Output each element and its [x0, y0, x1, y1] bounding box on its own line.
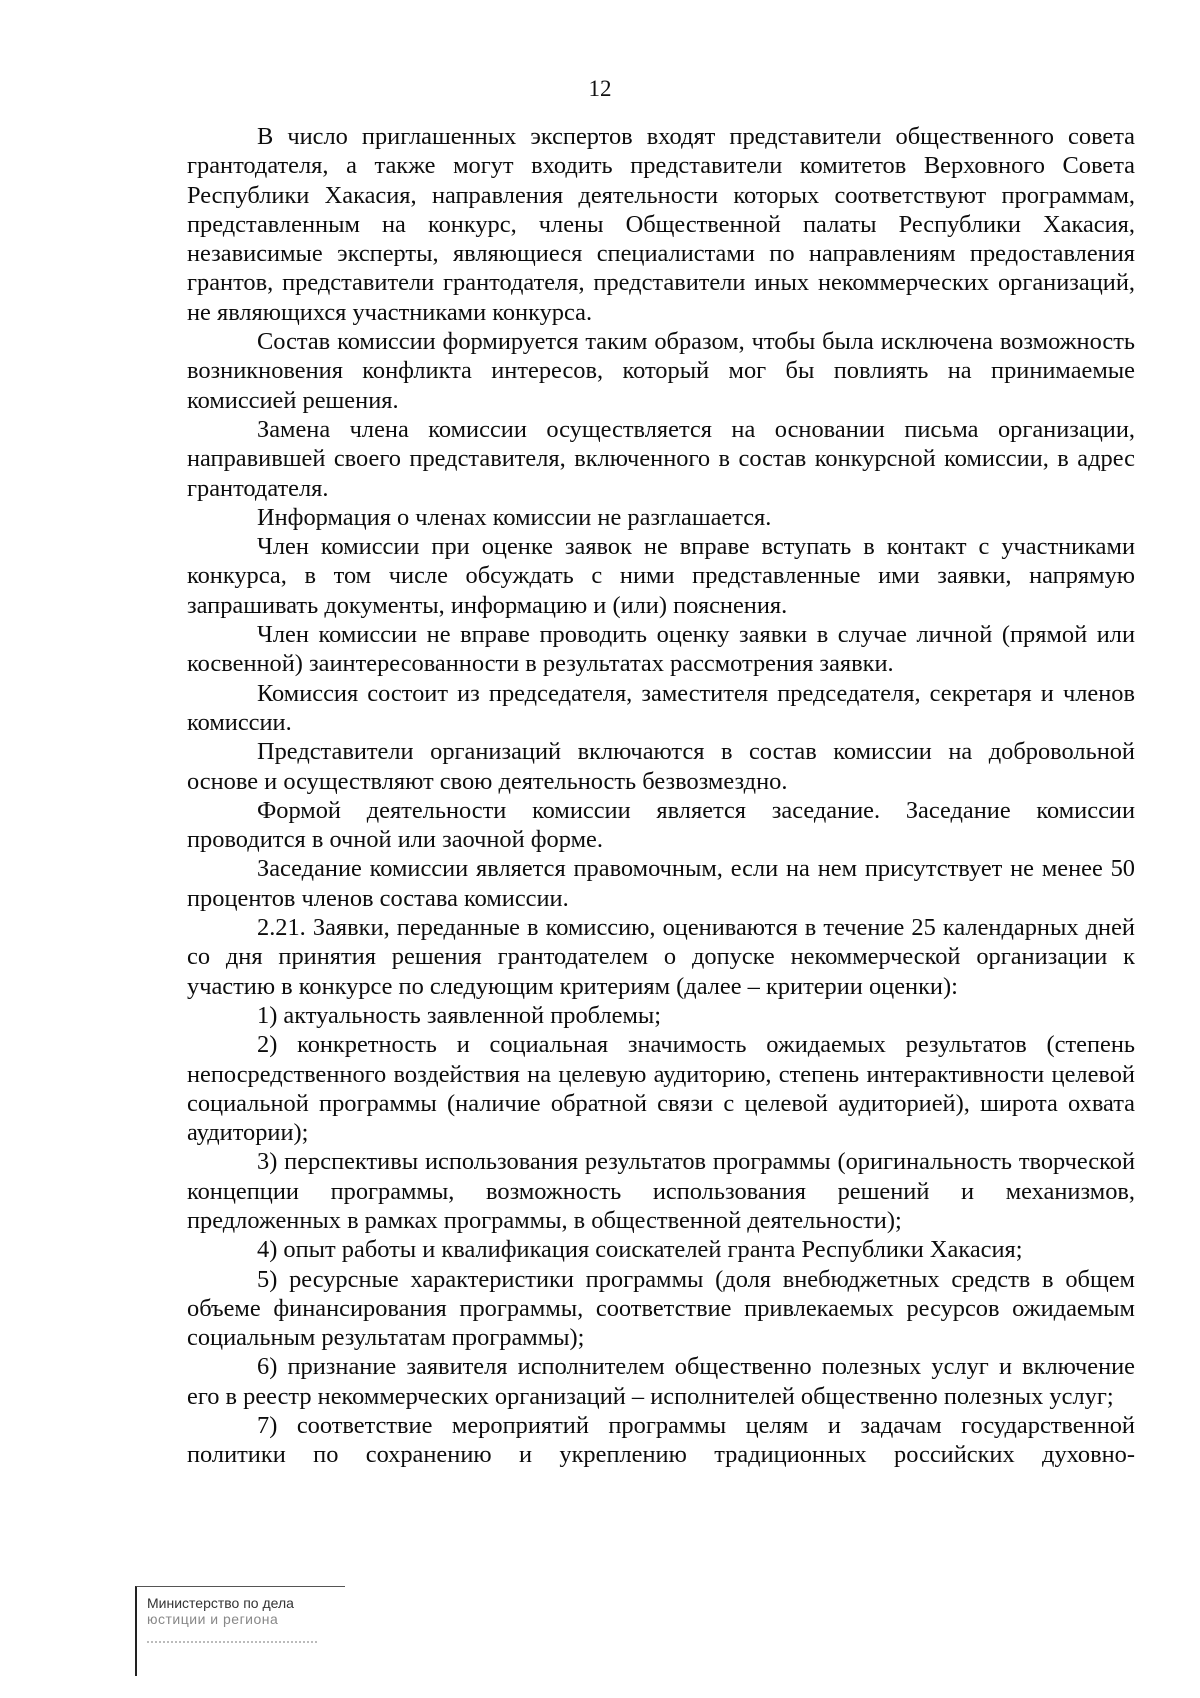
paragraph: Комиссия состоит из председателя, заместителя председателя, секретаря и членов комиссии. — [187, 679, 1135, 736]
paragraph: Формой деятельности комиссии является заседание. Заседание комиссии проводится в очной или заочной форме. — [187, 796, 1135, 854]
document-body — [187, 122, 1135, 1470]
list-item: 6) признание заявителя исполнителем общественно полезных услуг и включение его в реестр некоммерческих организаций – исполнителей общественно полезных услуг; — [187, 1353, 1135, 1410]
ministry-stamp — [135, 1586, 345, 1676]
stamp-line: юстиции и региона — [147, 1611, 279, 1627]
paragraph: В число приглашенных экспертов входят представители общественного совета грантодателя, а также могут входить представители комитетов Верховного Совета Республики Хакасия, направления деятельности которых соответствуют программам, представленным на конкурс, члены Общественной палаты Республики Хакасия, независимые эксперты, являющиеся специалистами по направлениям предоставления грантов, представители грантодателя, представители иных некоммерческих организаций, не являющихся участниками конкурса. — [187, 123, 1135, 326]
paragraph: Информация о членах комиссии не разглашается. — [257, 503, 772, 531]
paragraph: Представители организаций включаются в состав комиссии на добровольной основе и осуществляют свою деятельность безвозмездно. — [187, 738, 1135, 795]
list-item: 3) перспективы использования результатов программы (оригинальность творческой концепции программы, возможность использования решений и механизмов, предложенных в рамках программы, в общественной деятельности); — [187, 1148, 1135, 1234]
stamp-dotted-line — [147, 1637, 317, 1643]
stamp-line: Министерство по дела — [147, 1595, 294, 1611]
paragraph: Член комиссии при оценке заявок не вправе вступать в контакт с участниками конкурса, в том числе обсуждать с ними представленные ими заявки, напрямую запрашивать документы, информацию и (или) пояснения. — [187, 533, 1135, 619]
paragraph: Состав комиссии формируется таким образом, чтобы была исключена возможность возникновения конфликта интересов, который мог бы повлиять на принимаемые комиссией решения. — [187, 328, 1135, 414]
paragraph: Замена члена комиссии осуществляется на основании письма организации, направившей своего представителя, включенного в состав конкурсной комиссии, в адрес грантодателя. — [187, 415, 1135, 502]
list-item: 7) соответствие мероприятий программы целям и задачам государственной политики по сохранению и укреплению традиционных российских духовно- — [187, 1412, 1135, 1469]
paragraph: 2.21. Заявки, переданные в комиссию, оцениваются в течение 25 календарных дней со дня принятия решения грантодателем о допуске некоммерческой организации к участию в конкурсе по следующим критериям (далее – критерии оценки): — [187, 914, 1135, 1000]
paragraph: Член комиссии не вправе проводить оценку заявки в случае личной (прямой или косвенной) заинтересованности в результатах рассмотрения заявки. — [187, 621, 1135, 678]
page-number: 12 — [588, 76, 612, 101]
list-item: 2) конкретность и социальная значимость ожидаемых результатов (степень непосредственного воздействия на целевую аудиторию, степень интерактивности целевой социальной программы (наличие обратной связи с целевой аудиторией), широта охвата аудитории); — [187, 1031, 1135, 1147]
list-item: 4) опыт работы и квалификация соискателей гранта Республики Хакасия; — [257, 1236, 1023, 1264]
paragraph: Заседание комиссии является правомочным, если на нем присутствует не менее 50 процентов членов состава комиссии. — [187, 855, 1135, 912]
list-item: 5) ресурсные характеристики программы (доля внебюджетных средств в общем объеме финансирования программы, соответствие привлекаемых ресурсов ожидаемым социальным результатам программы); — [187, 1265, 1135, 1352]
list-item: 1) актуальность заявленной проблемы; — [257, 1001, 662, 1029]
